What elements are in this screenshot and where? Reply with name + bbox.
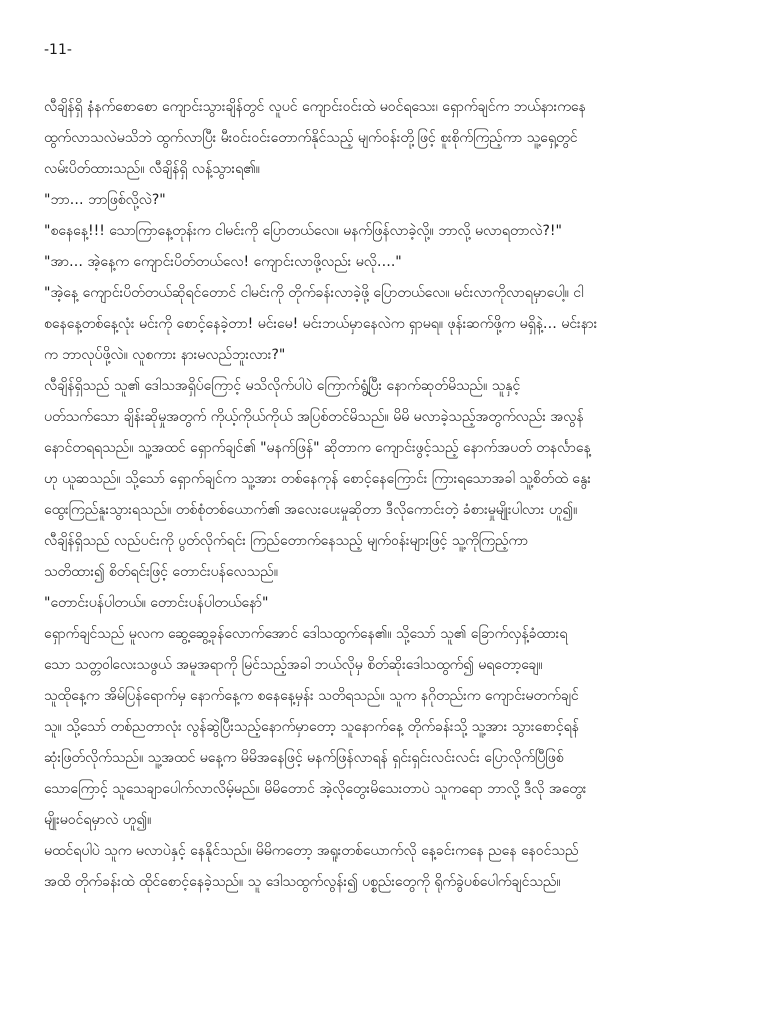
paragraph: "တောင်းပန်ပါတယ်။ တောင်းပန်ပါတယ်နော်" bbox=[44, 595, 269, 611]
page-number: -11- bbox=[44, 42, 72, 58]
paragraph: "အဲ့နေ့ ကျောင်းပိတ်တယ်ဆိုရင်တောင် ငါမင်းကို တိုက်ခန်းလာခဲ့ဖို့ ပြောတယ်လေ။ မင်းလာကိုလာရမှာပေါ့။ ငါ စနေနေ့တစ်နေ့လုံး မင်းကို စောင့်နေခဲ့တာ! မင်းမေ! မင်းဘယ်မှာနေလဲက ရှာမရ။ ဖုန်းဆက်ဖို့က မရှိနဲ့… မင်းနား က ဘာလုပ်ဖို့လဲ။ လူစကား နားမလည်ဘူးလား?" bbox=[44, 285, 598, 363]
paragraph: ရှောက်ချင်သည် မူလက ဆွေ့ဆွေ့ခုန်လောက်အောင် ဒေါသထွက်နေ၏။ သို့သော် သူ၏ ခြောက်လှန့်ခံထားရ သော သတ္တဝါလေးသဖွယ် အမူအရာကို မြင်သည့်အခါ ဘယ်လိုမှ စိတ်ဆိုးဒေါသထွက်၍ မရတော့ချေ။ သူထိုနေ့က အိမ်ပြန်ရောက်မှ နောက်နေ့က စနေနေ့မှန်း သတိရသည်။ သူက နဂိုတည်းက ကျောင်းမတက်ချင် သူ။ သို့သော် တစ်ညတာလုံး လွန်ဆွဲပြီးသည့်နောက်မှာတော့ သူနောက်နေ့ တိုက်ခန်းသို့ သူ့အား သွားစောင့်ရန် ဆုံးဖြတ်လိုက်သည်။ သူ့အထင် မနေ့က မိမိအနေဖြင့် မနက်ဖြန်လာရန် ရှင်းရှင်းလင်းလင်း ပြောလိုက်ပြီဖြစ် သောကြောင့် သူသေချာပေါက်လာလိမ့်မည်။ မိမိတောင် အဲ့လိုတွေးမိသေးတာပဲ သူကရော ဘာလို့ ဒီလို အတွေး မျိုးမဝင်ရမှာလဲ ဟူ၍။ bbox=[44, 626, 587, 828]
paragraph: မထင်ရပါပဲ သူက မလာပဲနှင့် နေနိုင်သည်။ မိမိကတော့ အရူးတစ်ယောက်လို နေ့ခင်းကနေ ညနေ နေဝင်သည် အထိ တိုက်ခန်းထဲ ထိုင်စောင့်နေခဲ့သည်။ သူ ဒေါသထွက်လွန်း၍ ပစ္စည်းတွေကို ရိုက်ခွဲပစ်ပေါက်ချင်သည်။ bbox=[44, 843, 579, 890]
paragraph: "အာ… အဲ့နေ့က ကျောင်းပိတ်တယ်လေ! ကျောင်းလာဖို့လည်း မလို…." bbox=[44, 254, 402, 270]
body-text bbox=[44, 92, 728, 898]
paragraph: လီချိန်ရှိ နံနက်စောစော ကျောင်းသွားချိန်တွင် လူပင် ကျောင်းဝင်းထဲ မဝင်ရသေး၊ ရှောက်ချင်က ဘယ်နားကနေ ထွက်လာသလဲမသိဘဲ ထွက်လာပြီး မီးဝင်းဝင်းတောက်နိုင်သည့် မျက်ဝန်းတို့ဖြင့် စူးစိုက်ကြည့်ကာ သူ့ရှေ့တွင် လမ်းပိတ်ထားသည်။ လီချိန်ရှိ လန့်သွားရ၏။ bbox=[44, 99, 586, 177]
paragraph: "စနေနေ့!!! သောကြာနေ့တုန်းက ငါမင်းကို ပြောတယ်လေ။ မနက်ဖြန်လာခဲ့လို့။ ဘာလို့ မလာရတာလဲ?!" bbox=[44, 223, 562, 239]
paragraph: "ဘာ… ဘာဖြစ်လို့လဲ?" bbox=[44, 192, 166, 208]
paragraph: လီချိန်ရှိသည် သူ၏ ဒေါသအရှိပ်ကြောင့် မသိလိုက်ပါပဲ ကြောက်ရွံ့ပြီး နောက်ဆုတ်မိသည်။ သူနှင့် ပတ်သက်သော ချိန်းဆိုမှုအတွက် ကိုယ့်ကိုယ်ကိုယ် အပြစ်တင်မိသည်။ မိမိ မလာခဲ့သည့်အတွက်လည်း အလွန် နောင်တရရသည်။ သူ့အထင် ရှောက်ချင်၏ "မနက်ဖြန်" ဆိုတာက ကျောင်းဖွင့်သည့် နောက်အပတ် တနင်္လာနေ့ ဟု ယူဆသည်။ သို့သော် ရှောက်ချင်က သူ့အား တစ်နေကုန် စောင့်နေကြောင်း ကြားရသောအခါ သူ့စိတ်ထဲ နွေး ထွေးကြည်နူးသွားရသည်။ တစ်စုံတစ်ယောက်၏ အလေးပေးမှုဆိုတာ ဒီလိုကောင်းတဲ့ ခံစားမှုမျိုးပါလား ဟူ၍။ လီချိန်ရှိသည် လည်ပင်းကို ပွတ်လိုက်ရင်း ကြည်တောက်နေသည့် မျက်ဝန်းများဖြင့် သူ့ကိုကြည့်ကာ သတိထား၍ စိတ်ရင်းဖြင့် တောင်းပန်လေသည်။ bbox=[44, 378, 591, 580]
